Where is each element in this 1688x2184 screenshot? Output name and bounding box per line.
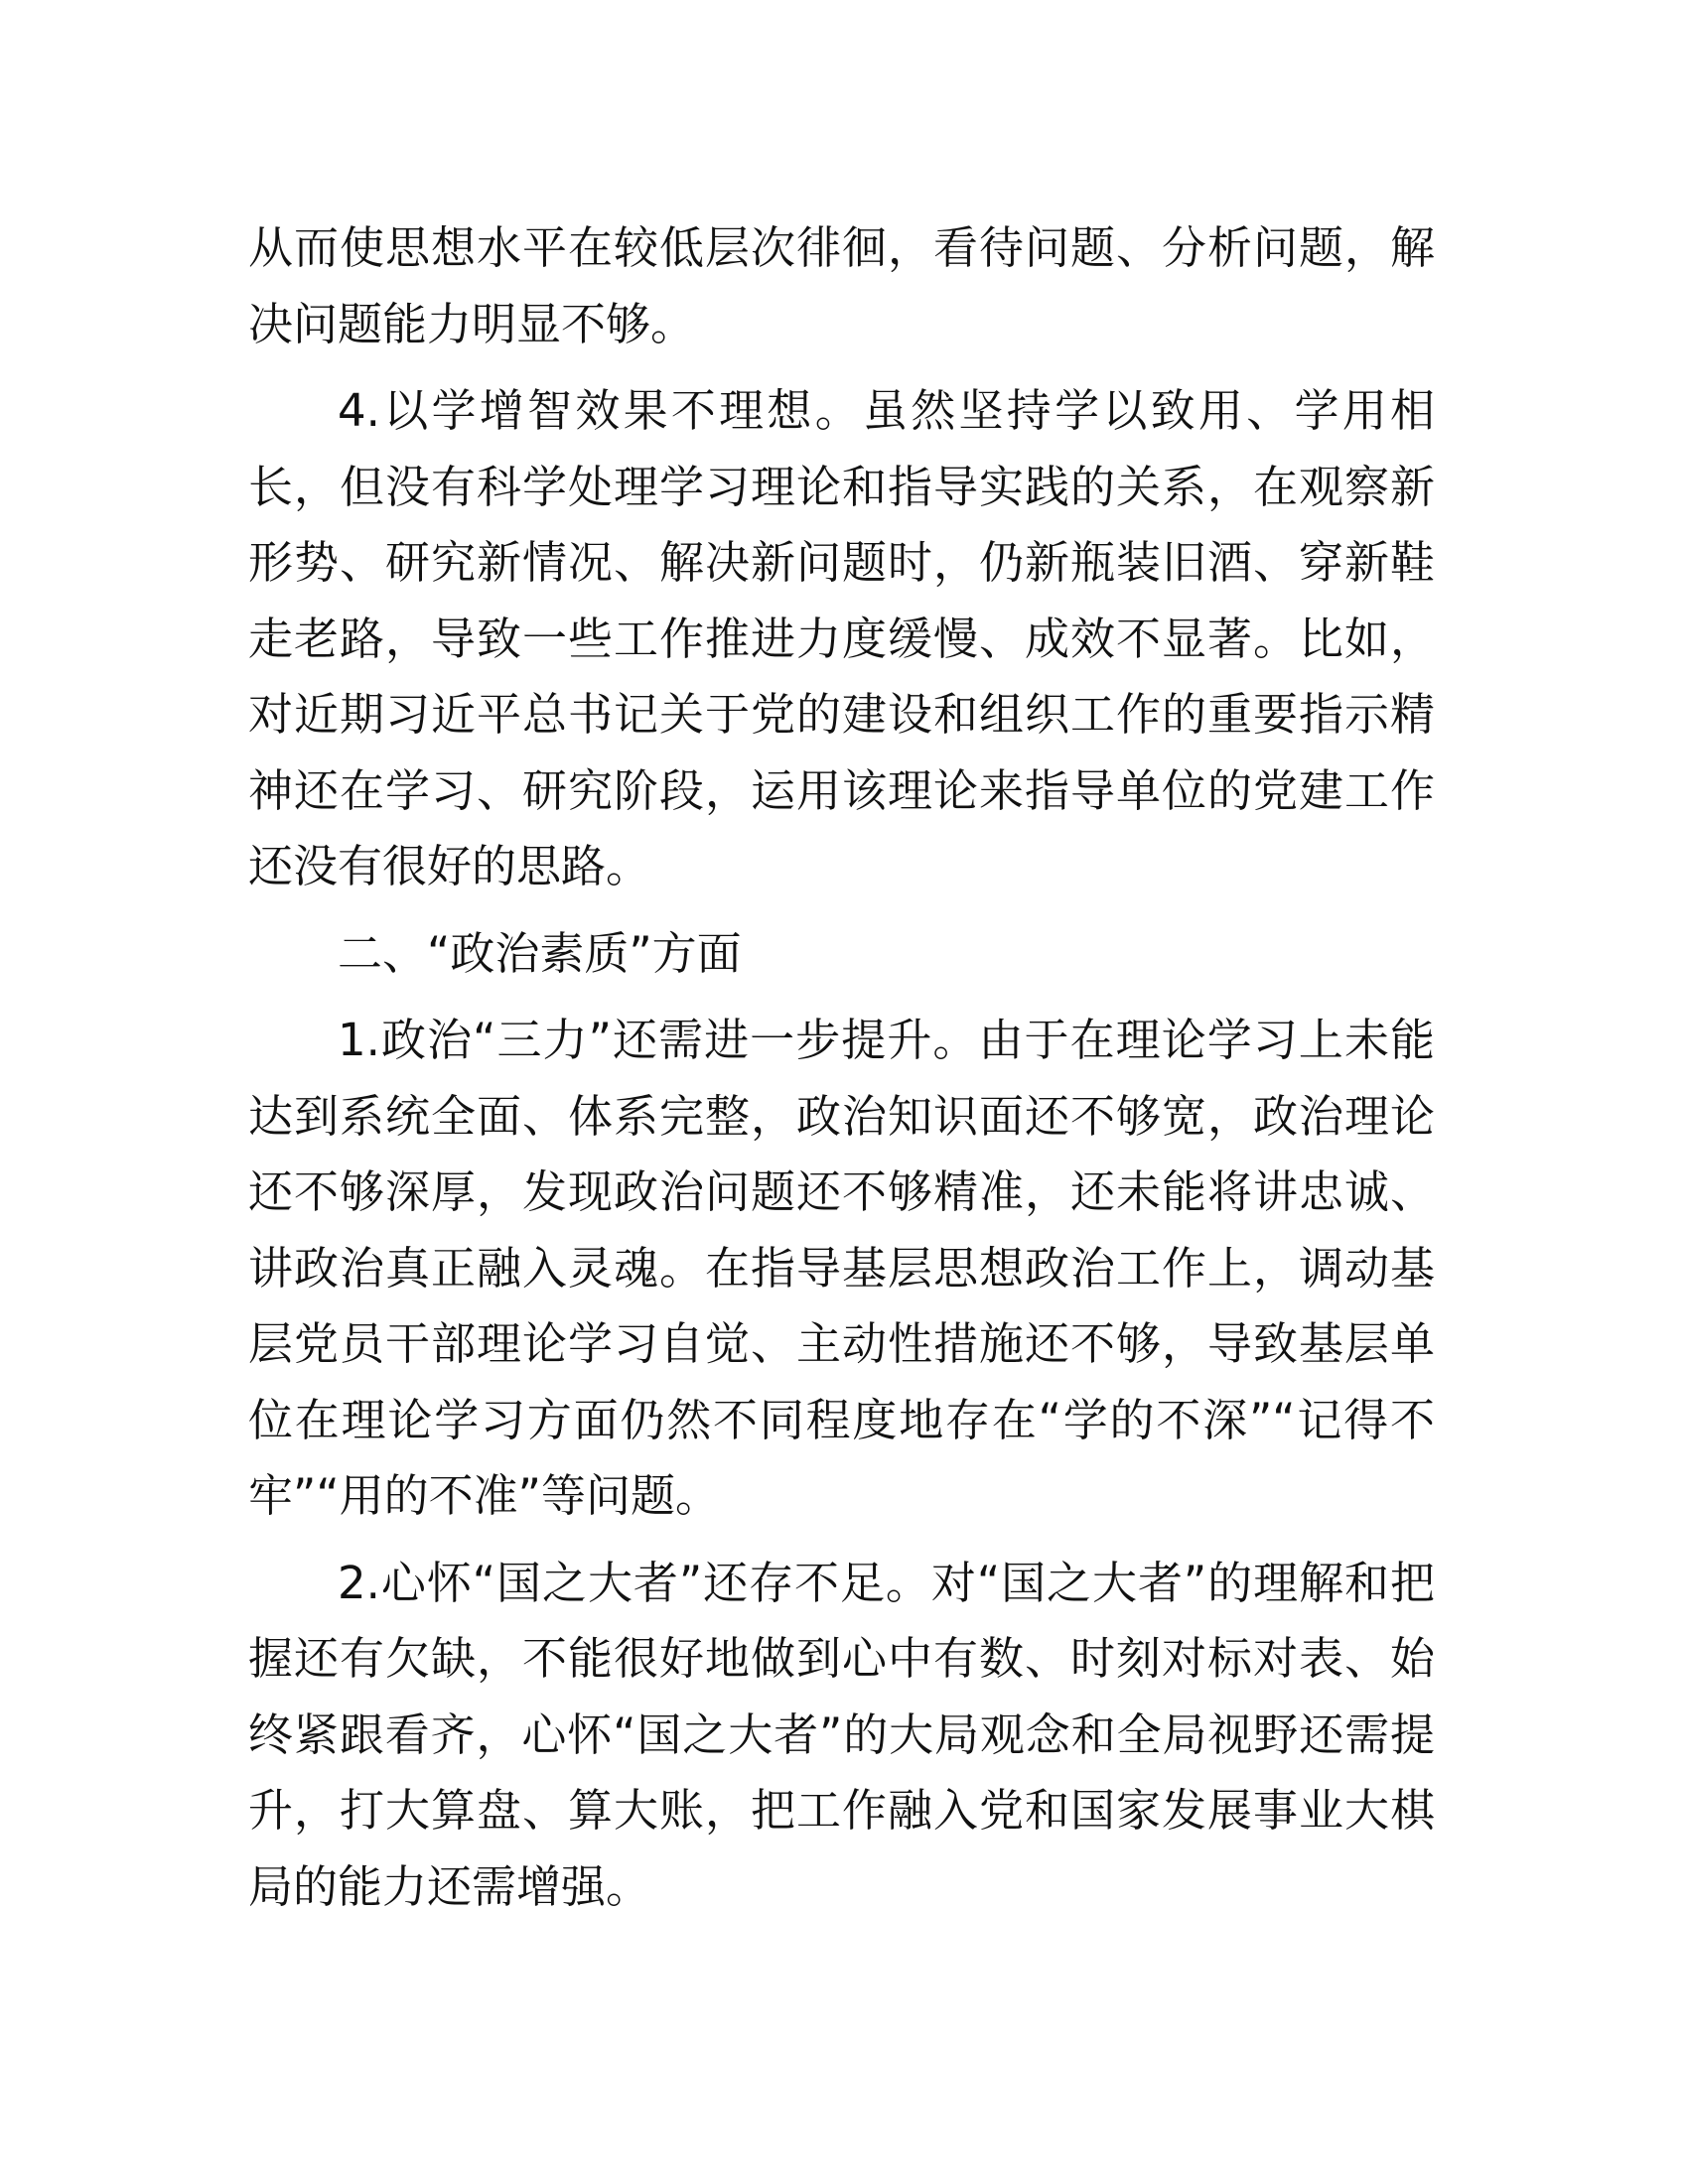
paragraph-item-4: 4.以学增智效果不理想。虽然坚持学以致用、学用相长，但没有科学处理学习理论和指导实践的关系，在观察新形势、研究新情况、解决新问题时，仍新瓶装旧酒、穿新鞋走老路，导致一些工作推进力度缓慢、成效不显著。比如，对近期习近平总书记关于党的建设和组织工作的重要指示精神还在学习、研究阶段，运用该理论来指导单位的党建工作还没有很好的思路。 bbox=[248, 384, 1435, 892]
section-heading: 二、“政治素质”方面 bbox=[338, 926, 742, 980]
paragraph-item-2: 2.心怀“国之大者”还存不足。对“国之大者”的理解和把握还有欠缺，不能很好地做到心中有数、时刻对标对表、始终紧跟看齐，心怀“国之大者”的大局观念和全局视野还需提升，打大算盘、算大账，把工作融入党和国家发展事业大棋局的能力还需增强。 bbox=[248, 1556, 1435, 1913]
paragraph-continuation: 从而使思想水平在较低层次徘徊，看待问题、分析问题，解决问题能力明显不够。 bbox=[248, 221, 1435, 350]
paragraph-item-1: 1.政治“三力”还需进一步提升。由于在理论学习上未能达到系统全面、体系完整，政治知识面还不够宽，政治理论还不够深厚，发现政治问题还不够精准，还未能将讲忠诚、讲政治真正融入灵魂。在指导基层思想政治工作上，调动基层党员干部理论学习自觉、主动性措施还不够，导致基层单位在理论学习方面仍然不同程度地存在“学的不深”“记得不牢”“用的不准”等问题。 bbox=[248, 1014, 1435, 1522]
document-body bbox=[248, 210, 1435, 1925]
